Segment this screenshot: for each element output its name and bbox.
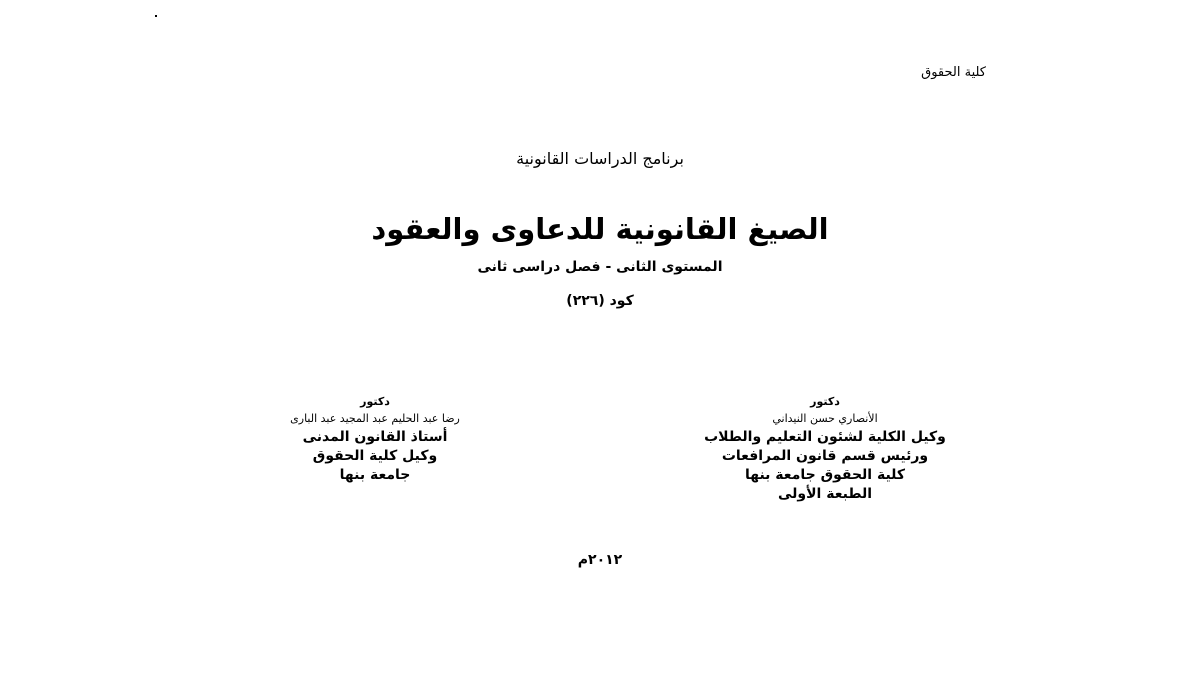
document-title: الصيغ القانونية للدعاوى والعقود (371, 212, 829, 246)
program-name: برنامج الدراسات القانونية (516, 149, 684, 168)
author-left-block (190, 396, 560, 487)
edition-label: الطبعة الأولى (777, 486, 873, 502)
author-right-block (625, 396, 1025, 506)
faculty-name: كلية الحقوق (921, 65, 986, 80)
author-right-title: دكتور (810, 395, 840, 408)
author-right-position: وكيل الكلية لشئون التعليم والطلاب (704, 429, 946, 445)
author-right-name: الأنصاري حسن النيداني (772, 412, 878, 425)
author-left-role: وكيل كلية الحقوق (312, 448, 438, 464)
course-code: كود (٢٢٦) (566, 293, 634, 309)
author-left-name: رضا عبد الحليم عبد المجيد عبد البارى (290, 412, 460, 425)
author-right-department: ورئيس قسم قانون المرافعات (721, 448, 929, 464)
author-left-university: جامعة بنها (339, 467, 411, 483)
author-right-university: كلية الحقوق جامعة بنها (744, 467, 906, 483)
author-left-title: دكتور (360, 395, 390, 408)
level-semester: المستوى الثانى - فصل دراسى ثانى (477, 259, 723, 275)
author-left-position: أستاذ القانون المدنى (302, 429, 448, 445)
scan-mark (155, 15, 157, 17)
publication-year: ٢٠١٢م (577, 552, 623, 568)
